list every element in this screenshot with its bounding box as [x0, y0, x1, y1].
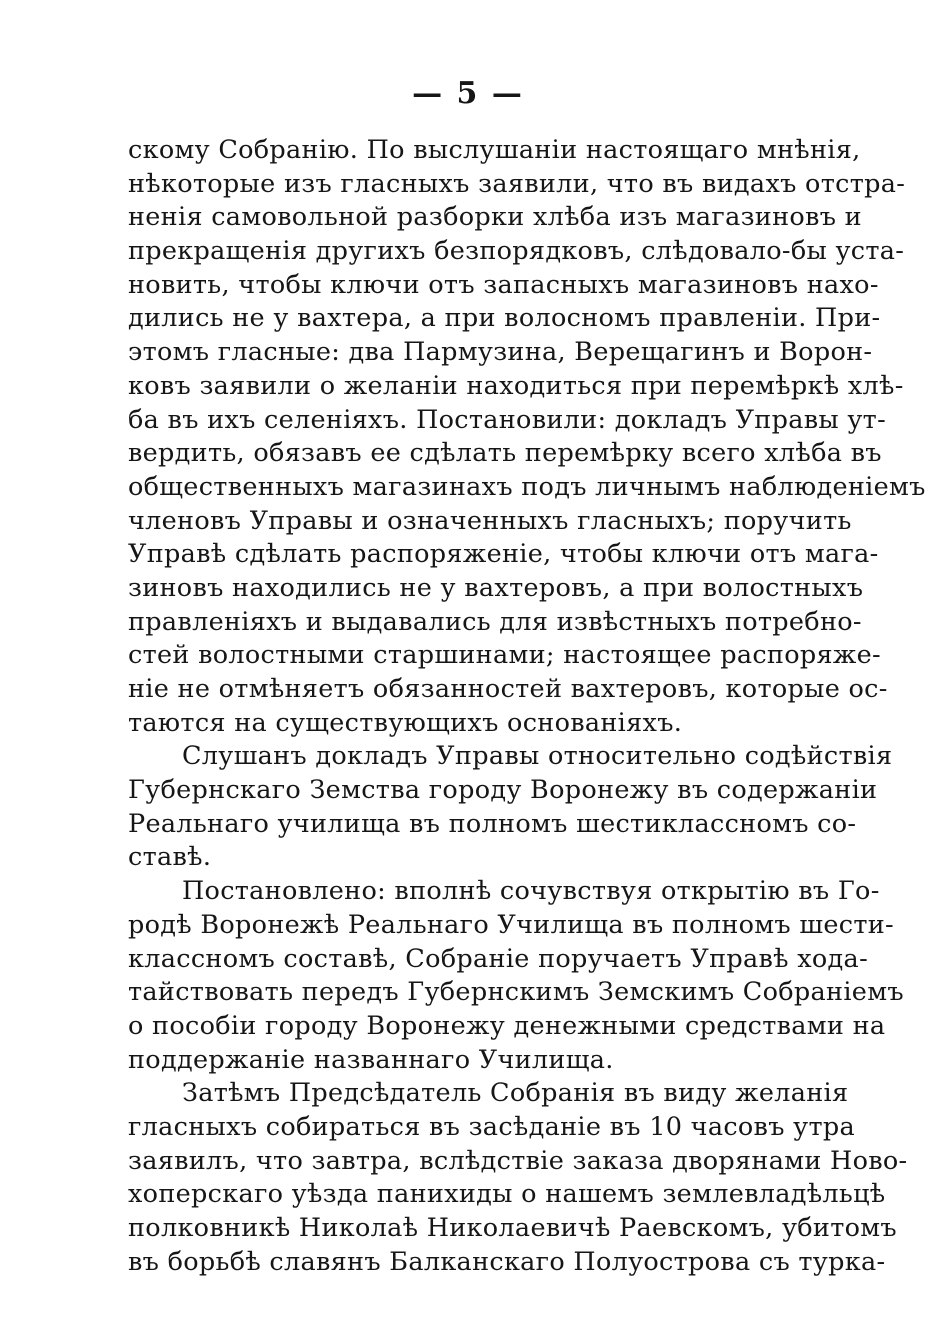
text-line: о пособіи городу Воронежу денежными средствами на [128, 1010, 886, 1041]
text-line: новить, чтобы ключи отъ запасныхъ магазиновъ нахо- [128, 269, 879, 300]
text-line: тайствовать передъ Губернскимъ Земскимъ Собраніемъ [128, 977, 904, 1008]
text-line: правленіяхъ и выдавались для извѣстныхъ потребно- [128, 606, 862, 637]
text-line: родѣ Воронежѣ Реальнаго Училища въ полномъ шести- [128, 909, 894, 940]
text-line: прекращенія другихъ безпорядковъ, слѣдовало-бы уста- [128, 236, 905, 267]
text-line: Затѣмъ Предсѣдатель Собранія въ виду желанія [182, 1078, 849, 1109]
text-line: ставѣ. [128, 842, 212, 873]
text-line: стей волостными старшинами; настоящее распоряже- [128, 640, 881, 671]
paragraph [128, 740, 893, 875]
text-line: членовъ Управы и означенныхъ гласныхъ; поручить [128, 505, 852, 536]
paragraph [128, 134, 926, 740]
text-line: общественныхъ магазинахъ подъ личнымъ наблюденіемъ [128, 471, 926, 502]
page-number: — 5 — [412, 76, 524, 111]
paragraph [128, 875, 904, 1077]
text-line: ковъ заявили о желаніи находиться при перемѣркѣ хлѣ- [128, 370, 904, 401]
text-line: въ борьбѣ славянъ Балканскаго Полуострова съ турка- [128, 1246, 886, 1277]
text-line: хоперскаго уѣзда панихиды о нашемъ землевладѣльцѣ [128, 1179, 886, 1210]
text-line: дились не у вахтера, а при волосномъ правленіи. При- [128, 303, 881, 334]
paragraph [128, 1077, 908, 1279]
text-line: ненія самовольной разборки хлѣба изъ магазиновъ и [128, 202, 862, 233]
text-line: ба въ ихъ селеніяхъ. Постановили: докладъ Управы ут- [128, 404, 887, 435]
text-line: таются на существующихъ основаніяхъ. [128, 707, 683, 738]
text-line: поддержаніе названнаго Училища. [128, 1044, 614, 1075]
text-line: вердить, обязавъ ее сдѣлать перемѣрку всего хлѣба въ [128, 438, 882, 469]
text-line: классномъ составѣ, Собраніе поручаетъ Управѣ хода- [128, 943, 868, 974]
text-line: Постановлено: вполнѣ сочувствуя открытію въ Го- [182, 876, 880, 907]
text-line: Управѣ сдѣлать распоряженіе, чтобы ключи отъ мага- [128, 539, 879, 570]
text-line: ніе не отмѣняетъ обязанностей вахтеровъ, которые ос- [128, 674, 888, 704]
text-line: нѣкоторые изъ гласныхъ заявили, что въ видахъ отстра- [128, 168, 906, 199]
text-line: гласныхъ собираться въ засѣданіе въ 10 часовъ утра [128, 1111, 855, 1142]
text-line: заявилъ, что завтра, вслѣдствіе заказа дворянами Ново- [128, 1145, 908, 1176]
text-line: зиновъ находились не у вахтеровъ, а при волостныхъ [128, 572, 864, 603]
text-line: этомъ гласные: два Пармузина, Верещагинъ и Ворон- [128, 337, 873, 368]
text-line: скому Собранію. По выслушаніи настоящаго мнѣнія, [128, 135, 861, 165]
text-line: полковникѣ Николаѣ Николаевичѣ Раевскомъ, убитомъ [128, 1213, 897, 1243]
text-line: Губернскаго Земства городу Воронежу въ содержаніи [128, 775, 878, 806]
text-line: Слушанъ докладъ Управы относительно содѣйствія [182, 741, 893, 772]
body-text [128, 134, 926, 1279]
text-line: Реальнаго училища въ полномъ шестиклассномъ со- [128, 808, 857, 839]
